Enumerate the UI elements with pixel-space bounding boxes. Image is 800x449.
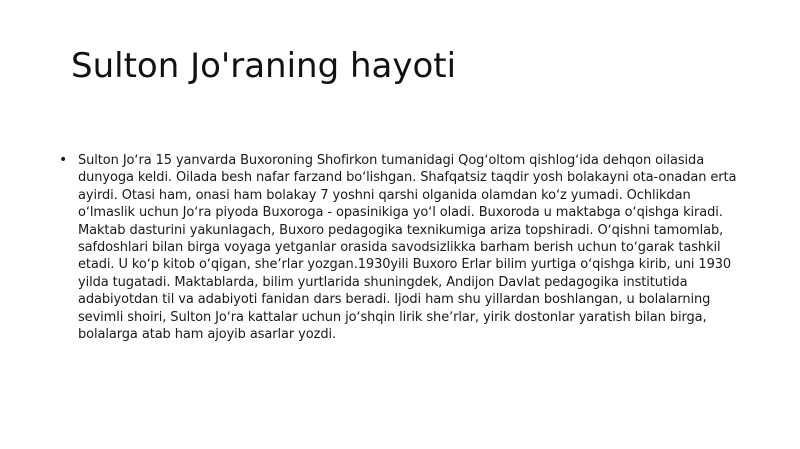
body-list	[59, 152, 745, 343]
bullet-text: Sulton Joʻra 15 yanvarda Buxoroning Shofirkon tumanidagi Qogʻoltom qishlogʻida dehqon oilasida dunyoga keldi. Oilada besh nafar farzand boʻlishgan. Shafqatsiz taqdir yosh bolakayni ota-onadan erta ayirdi. Otasi ham, onasi ham bolakay 7 yoshni qarshi olganida olamdan koʻz yumadi. Ochlikdan oʻlmaslik uchun Joʻra piyoda Buxoroga - opasinikiga yoʻl oladi. Buxoroda u maktabga oʻqishga kiradi. Maktab dasturini yakunlagach, Buxoro pedagogika texnikumiga ariza topshiradi. Oʻqishni tamomlab, safdoshlari bilan birga voyaga yetganlar orasida savodsizlikka barham berish uchun toʻgarak tashkil etadi. U koʻp kitob oʻqigan, sheʼrlar yozgan.1930yili Buxoro Erlar bilim yurtiga oʻqishga kirib, uni 1930 yilda tugatadi. Maktablarda, bilim yurtlarida shuningdek, Andijon Davlat pedagogika institutida adabiyotdan til va adabiyoti fanidan dars beradi. Ijodi ham shu yillardan boshlangan, u bolalarning sevimli shoiri, Sulton Joʻra kattalar uchun joʻshqin lirik sheʼrlar, yirik dostonlar yaratish bilan birga, bolalarga atab ham ajoyib asarlar yozdi.	[78, 153, 737, 343]
bullet-item	[59, 152, 745, 343]
bullet-dot: •	[59, 152, 68, 168]
slide-title: Sulton Jo'raning hayoti	[71, 46, 457, 86]
